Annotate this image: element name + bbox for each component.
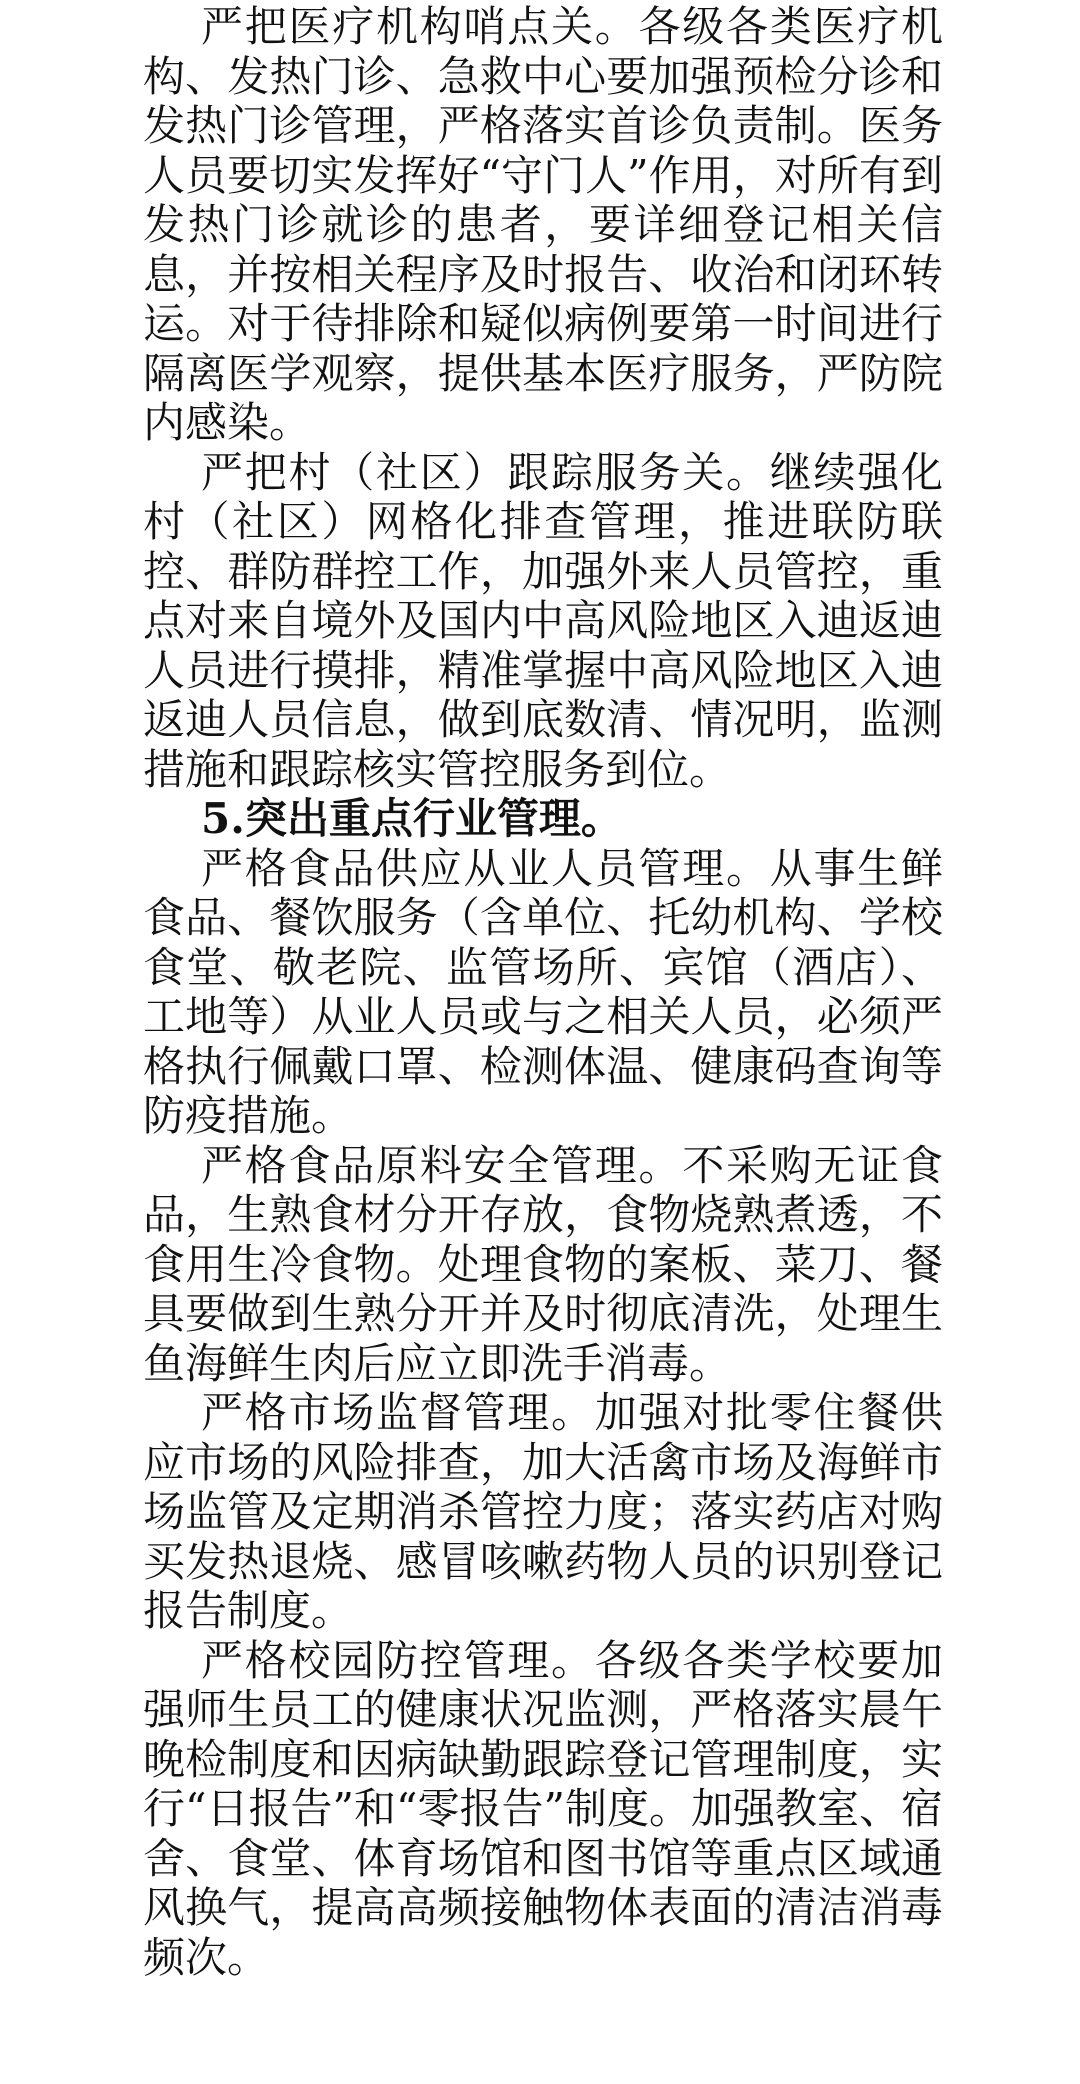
paragraph-food-safety: 严格食品原料安全管理。不采购无证食品，生熟食材分开存放，食物烧熟煮透，不食用生冷食物。处理食物的案板、菜刀、餐具要做到生熟分开并及时彻底清洗，处理生鱼海鲜生肉后应立即洗手消毒。 [143, 1140, 943, 1388]
section-heading-key-industries: 5.突出重点行业管理。 [201, 794, 623, 843]
paragraph-medical-institutions: 严把医疗机构哨点关。各级各类医疗机构、发热门诊、急救中心要加强预检分诊和发热门诊管理，严格落实首诊负责制。医务人员要切实发挥好“守门人”作用，对所有到发热门诊就诊的患者，要详细登记相关信息，并按相关程序及时报告、收治和闭环转运。对于待排除和疑似病例要第一时间进行隔离医学观察，提供基本医疗服务，严防院内感染。 [143, 2, 943, 447]
paragraph-community-tracking: 严把村（社区）跟踪服务关。继续强化村（社区）网格化排查管理，推进联防联控、群防群控工作，加强外来人员管控，重点对来自境外及国内中高风险地区入迪返迪人员进行摸排，精准掌握中高风险地区入迪返迪人员信息，做到底数清、情况明，监测措施和跟踪核实管控服务到位。 [143, 447, 943, 794]
paragraph-campus-control: 严格校园防控管理。各级各类学校要加强师生员工的健康状况监测，严格落实晨午晚检制度和因病缺勤跟踪登记管理制度，实行“日报告”和“零报告”制度。加强教室、宿舍、食堂、体育场馆和图书馆等重点区域通风换气，提高高频接触物体表面的清洁消毒频次。 [143, 1635, 943, 1982]
document-body [143, 2, 943, 1982]
paragraph-food-workers: 严格食品供应从业人员管理。从事生鲜食品、餐饮服务（含单位、托幼机构、学校食堂、敬老院、监管场所、宾馆（酒店）、工地等）从业人员或与之相关人员，必须严格执行佩戴口罩、检测体温、健康码查询等防疫措施。 [143, 843, 943, 1140]
paragraph-market-supervision: 严格市场监督管理。加强对批零住餐供应市场的风险排查，加大活禽市场及海鲜市场监管及定期消杀管控力度；落实药店对购买发热退烧、感冒咳嗽药物人员的识别登记报告制度。 [143, 1388, 943, 1635]
